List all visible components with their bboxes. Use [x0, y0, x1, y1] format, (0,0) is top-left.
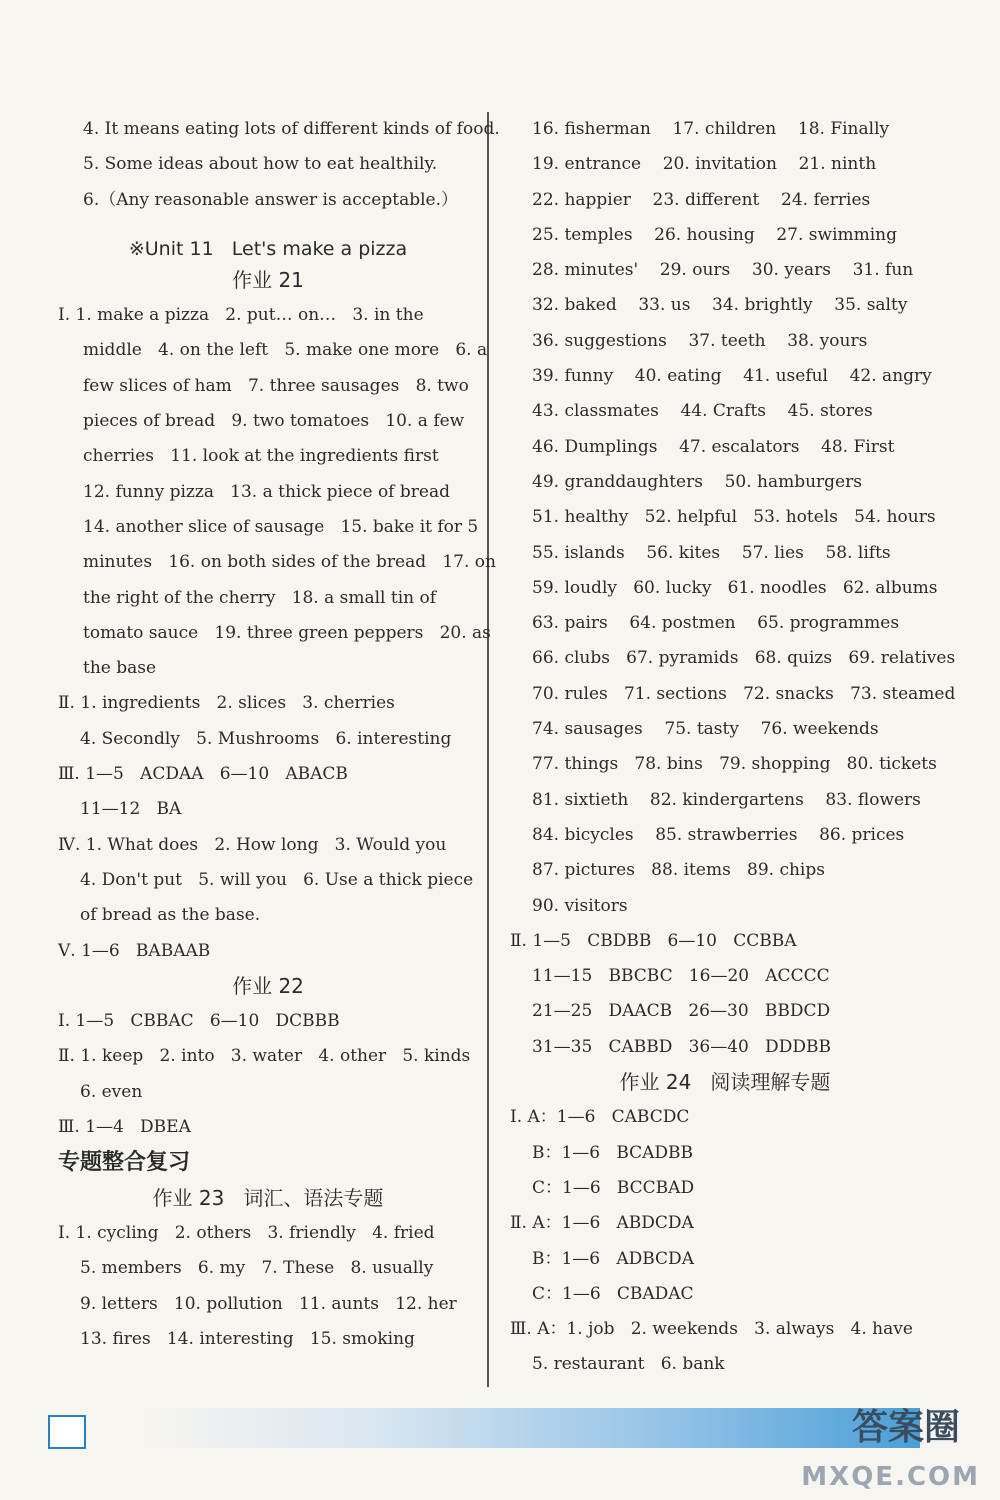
left-answer-line: Ⅲ. 1—4 DBEA: [58, 1117, 191, 1138]
left-answer-line: Ⅲ. 1—5 ACDAA 6—10 ABACB: [58, 764, 348, 785]
right-answer-line: 77. things 78. bins 79. shopping 80. tickets: [532, 754, 937, 775]
left-answer-line: 作业 22: [232, 973, 304, 998]
watermark-logo: 答案圈: [851, 1407, 960, 1448]
right-answer-line: 32. baked 33. us 34. brightly 35. salty: [532, 295, 908, 316]
left-answer-line: the base: [83, 658, 157, 679]
right-answer-line: 21—25 DAACB 26—30 BBDCD: [532, 1001, 831, 1022]
right-answer-line: 70. rules 71. sections 72. snacks 73. steamed: [532, 683, 956, 704]
footer-band: [140, 1408, 920, 1448]
watermark-url: MXQE.COM: [801, 1462, 980, 1492]
left-answer-line: 12. funny pizza 13. a thick piece of bread: [83, 481, 450, 502]
right-answer-line: Ⅰ. A：1—6 CABCDC: [510, 1107, 690, 1128]
right-answer-line: 63. pairs 64. postmen 65. programmes: [532, 613, 900, 634]
right-answer-line: 84. bicycles 85. strawberries 86. prices: [532, 824, 905, 845]
right-answer-line: 5. restaurant 6. bank: [532, 1354, 725, 1375]
right-answer-line: B：1—6 BCADBB: [532, 1142, 694, 1163]
right-answer-line: 66. clubs 67. pyramids 68. quizs 69. relatives: [532, 648, 956, 669]
left-answer-line: 11—12 BA: [80, 799, 182, 820]
right-answer-line: 81. sixtieth 82. kindergartens 83. flowers: [532, 789, 921, 810]
right-answer-line: 11—15 BBCBC 16—20 ACCCC: [532, 966, 830, 987]
right-answer-line: 43. classmates 44. Crafts 45. stores: [532, 401, 873, 422]
right-answer-line: 39. funny 40. eating 41. useful 42. angry: [532, 366, 932, 387]
page-corner-box: [48, 1415, 86, 1449]
right-answer-line: 19. entrance 20. invitation 21. ninth: [532, 154, 877, 175]
right-answer-line: Ⅲ. A：1. job 2. weekends 3. always 4. have: [510, 1319, 913, 1340]
left-column: [58, 112, 500, 1357]
left-answer-line: 14. another slice of sausage 15. bake it for 5: [83, 516, 479, 537]
left-answer-line: 9. letters 10. pollution 11. aunts 12. her: [80, 1293, 457, 1314]
left-answer-line: the right of the cherry 18. a small tin of: [83, 587, 437, 608]
right-answer-line: 36. suggestions 37. teeth 38. yours: [532, 330, 868, 351]
right-answer-line: Ⅱ. A：1—6 ABDCDA: [510, 1213, 694, 1234]
left-answer-line: of bread as the base.: [80, 905, 261, 926]
column-divider: [487, 112, 489, 1387]
left-answer-line: Ⅰ. 1. make a pizza 2. put… on… 3. in the: [58, 305, 424, 326]
left-answer-line: 4. Secondly 5. Mushrooms 6. interesting: [80, 728, 452, 749]
right-answer-line: 31—35 CABBD 36—40 DDDBB: [532, 1036, 831, 1057]
left-answer-line: Ⅱ. 1. ingredients 2. slices 3. cherries: [58, 693, 395, 714]
left-answer-line: 5. Some ideas about how to eat healthily.: [83, 154, 438, 175]
right-answer-line: B：1—6 ADBCDA: [532, 1248, 694, 1269]
left-answer-line: minutes 16. on both sides of the bread 17. on: [83, 552, 496, 573]
left-answer-line: 13. fires 14. interesting 15. smoking: [80, 1328, 415, 1349]
right-answer-line: 49. granddaughters 50. hamburgers: [532, 471, 862, 492]
right-answer-line: 55. islands 56. kites 57. lies 58. lifts: [532, 542, 891, 563]
left-answer-line: Ⅴ. 1—6 BABAAB: [58, 940, 211, 961]
left-answer-line: Ⅳ. 1. What does 2. How long 3. Would you: [58, 834, 447, 855]
left-answer-line: 5. members 6. my 7. These 8. usually: [80, 1258, 434, 1279]
right-answer-line: 59. loudly 60. lucky 61. noodles 62. albums: [532, 577, 938, 598]
left-answer-line: tomato sauce 19. three green peppers 20. as: [83, 622, 491, 643]
right-answer-line: 22. happier 23. different 24. ferries: [532, 189, 871, 210]
left-answer-line: 6. even: [80, 1081, 143, 1102]
right-answer-line: 16. fisherman 17. children 18. Finally: [532, 119, 890, 139]
right-answer-line: 90. visitors: [532, 895, 628, 916]
left-answer-line: 作业 21: [232, 267, 304, 292]
right-answer-line: 74. sausages 75. tasty 76. weekends: [532, 719, 879, 740]
right-answer-line: C：1—6 BCCBAD: [532, 1177, 695, 1198]
left-answer-line: few slices of ham 7. three sausages 8. two: [83, 375, 469, 396]
left-answer-line: 6.（Any reasonable answer is acceptable.）: [83, 189, 458, 210]
right-answer-line: 46. Dumplings 47. escalators 48. First: [532, 436, 895, 457]
left-answer-line: Ⅱ. 1. keep 2. into 3. water 4. other 5. kinds: [58, 1046, 471, 1067]
left-answer-line: cherries 11. look at the ingredients first: [83, 446, 439, 467]
left-answer-line: 4. It means eating lots of different kinds of food.: [83, 119, 500, 139]
left-answer-line: pieces of bread 9. two tomatoes 10. a few: [83, 411, 465, 432]
left-answer-line: Ⅰ. 1—5 CBBAC 6—10 DCBBB: [58, 1011, 340, 1032]
right-answer-line: C：1—6 CBADAC: [532, 1283, 694, 1304]
right-answer-line: 28. minutes' 29. ours 30. years 31. fun: [532, 260, 914, 281]
left-answer-line: 作业 23 词汇、语法专题: [152, 1185, 384, 1210]
left-answer-line: ※Unit 11 Let's make a pizza: [128, 237, 408, 260]
right-answer-line: 51. healthy 52. helpful 53. hotels 54. hours: [532, 507, 936, 528]
left-answer-line: 4. Don't put 5. will you 6. Use a thick piece: [80, 869, 474, 890]
right-column: [510, 112, 956, 1383]
left-answer-line: 专题整合复习: [58, 1150, 191, 1176]
left-answer-line: middle 4. on the left 5. make one more 6. a: [83, 340, 488, 361]
right-answer-line: Ⅱ. 1—5 CBDBB 6—10 CCBBA: [510, 930, 797, 951]
left-answer-line: Ⅰ. 1. cycling 2. others 3. friendly 4. fried: [58, 1222, 435, 1243]
right-answer-line: 25. temples 26. housing 27. swimming: [532, 224, 898, 245]
right-answer-line: 作业 24 阅读理解专题: [619, 1070, 831, 1095]
right-answer-line: 87. pictures 88. items 89. chips: [532, 860, 825, 881]
